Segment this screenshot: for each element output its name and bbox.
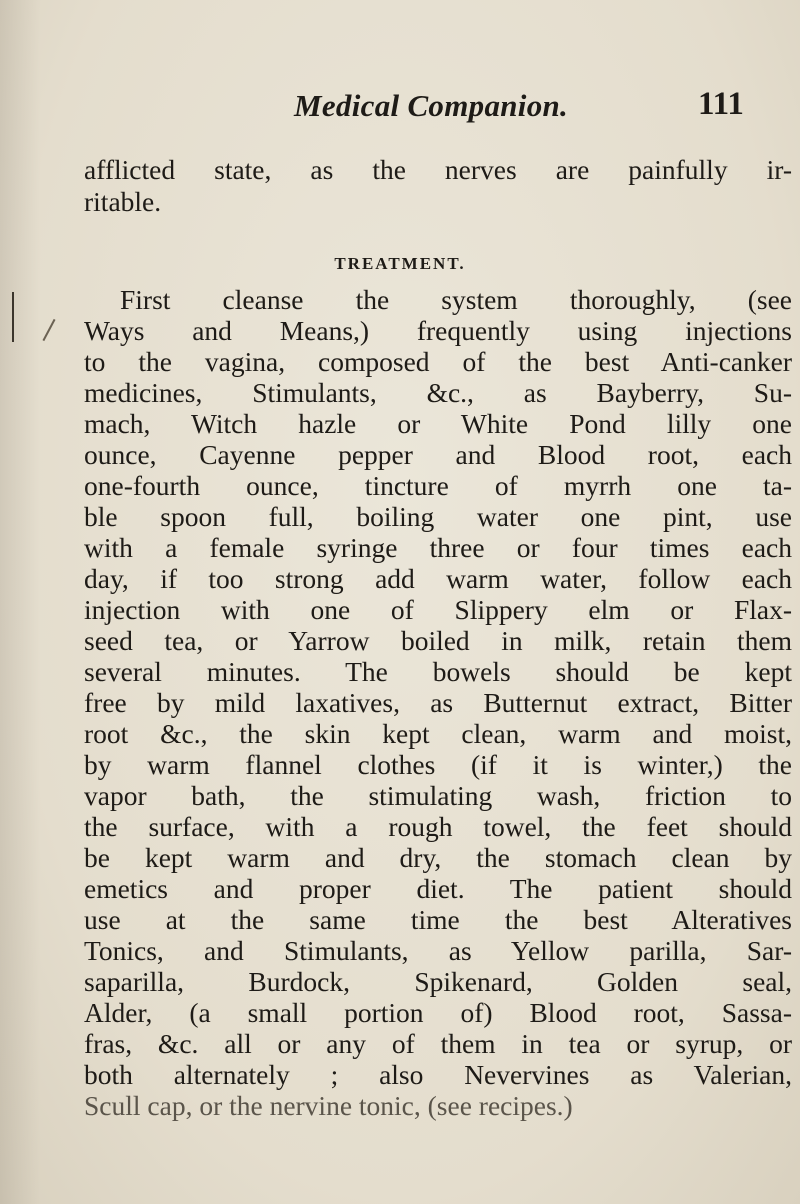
text-line: several minutes. The bowels should be kept bbox=[84, 656, 792, 687]
text-line: injection with one of Slippery elm or Flax- bbox=[84, 594, 792, 625]
text-line: by warm flannel clothes (if it is winter,) the bbox=[84, 749, 792, 780]
text-line: be kept warm and dry, the stomach clean by bbox=[84, 842, 792, 873]
section-heading: TREATMENT. bbox=[334, 254, 466, 273]
text-line: ritable. bbox=[84, 186, 162, 217]
spine-shadow bbox=[0, 0, 40, 1204]
text-line: Alder, (a small portion of) Blood root, Sassa- bbox=[84, 997, 792, 1028]
text-line: ounce, Cayenne pepper and Blood root, each bbox=[84, 439, 792, 470]
text-line: emetics and proper diet. The patient should bbox=[84, 873, 792, 904]
text-line: one-fourth ounce, tincture of myrrh one ta- bbox=[84, 470, 792, 501]
text-line: Ways and Means,) frequently using injections bbox=[84, 315, 792, 346]
text-line: medicines, Stimulants, &c., as Bayberry, Su- bbox=[84, 377, 792, 408]
text-line: root &c., the skin kept clean, warm and moist, bbox=[84, 718, 792, 749]
text-line: the surface, with a rough towel, the feet should bbox=[84, 811, 792, 842]
text-line: afflicted state, as the nerves are painfully ir- bbox=[84, 154, 792, 185]
text-line: First cleanse the system thoroughly, (see bbox=[120, 284, 792, 315]
text-line: ble spoon full, boiling water one pint, use bbox=[84, 501, 792, 532]
text-line: seed tea, or Yarrow boiled in milk, retain them bbox=[84, 625, 792, 656]
text-line: day, if too strong add warm water, follow each bbox=[84, 563, 792, 594]
text-line: saparilla, Burdock, Spikenard, Golden seal, bbox=[84, 966, 792, 997]
running-title: Medical Companion. bbox=[294, 88, 569, 123]
margin-mark bbox=[12, 292, 14, 342]
text-line: both alternately ; also Nevervines as Valerian, bbox=[84, 1059, 792, 1090]
page-number: 111 bbox=[698, 86, 744, 122]
text-line: fras, &c. all or any of them in tea or syrup, or bbox=[84, 1028, 792, 1059]
text-line: use at the same time the best Alteratives bbox=[84, 904, 792, 935]
text-line: to the vagina, composed of the best Anti-canker bbox=[84, 346, 792, 377]
text-line: free by mild laxatives, as Butternut extract, Bitter bbox=[84, 687, 792, 718]
margin-mark bbox=[42, 319, 55, 341]
text-line: with a female syringe three or four times each bbox=[84, 532, 792, 563]
text-line: Tonics, and Stimulants, as Yellow parilla, Sar- bbox=[84, 935, 792, 966]
text-line: vapor bath, the stimulating wash, friction to bbox=[84, 780, 792, 811]
text-line: Scull cap, or the nervine tonic, (see recipes.) bbox=[84, 1090, 573, 1121]
text-line: mach, Witch hazle or White Pond lilly one bbox=[84, 408, 792, 439]
